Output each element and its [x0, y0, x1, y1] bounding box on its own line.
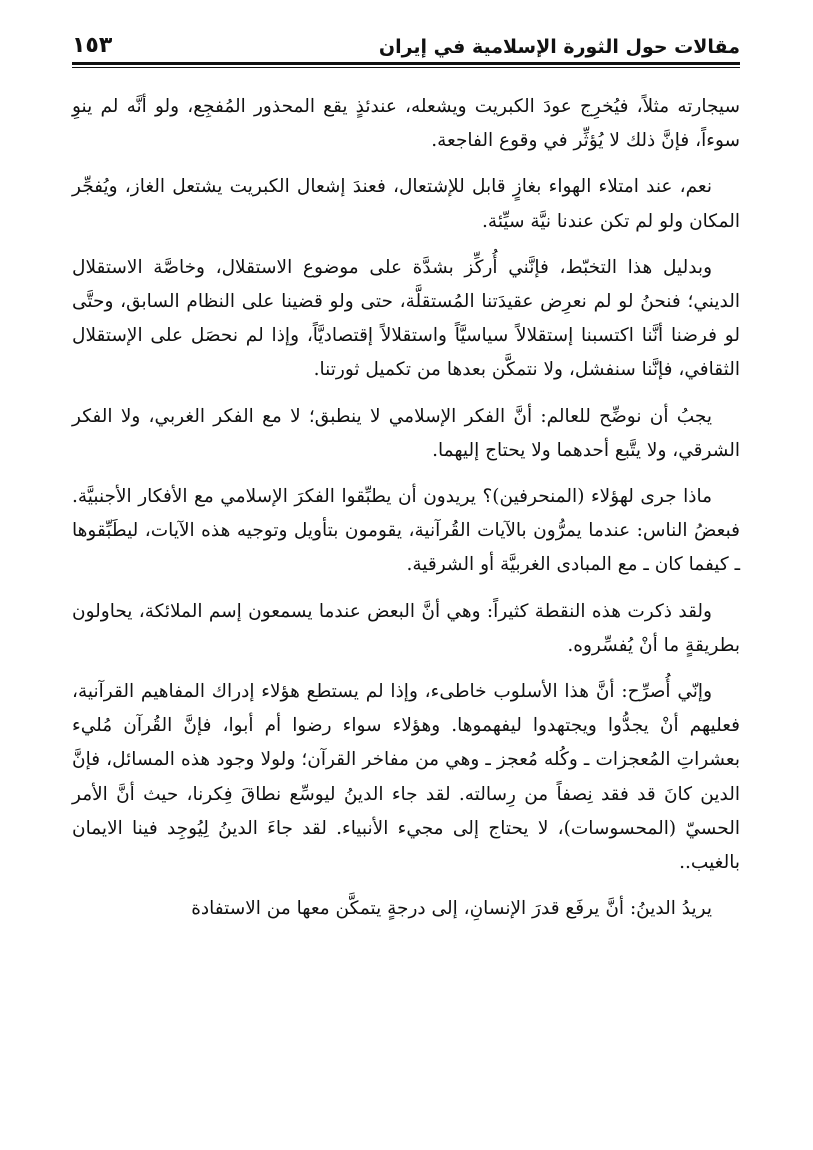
paragraph-4: يجبُ أن نوضِّح للعالم: أنَّ الفكر الإسلامي لا ينطبق؛ لا مع الفكر الغربي، ولا الفكر الشرقي، ولا يتَّبع أحدهما ولا يحتاج إليهما. — [72, 405, 740, 461]
paragraph-3: وبدليل هذا التخبّط، فإنَّني أُركِّز بشدَّة على موضوع الاستقلال، وخاصَّة الاستقلال الديني؛ فنحنُ لو لم نعرِض عقيدَتنا المُستقلَّة، حتى ولو قضينا على النظام السابق، وحتَّى لو فرضنا أنَّنا اكتسبنا إستقلالاً سياسيَّاً واستقلالاً إقتصاديَّاً، وإذا لم نحصَل على الإستقلال الثقافي، فإنَّنا سنفشل، ولا نتمكَّن بعدها من تكميل ثورتنا. — [72, 256, 740, 381]
paragraph-6: ولقد ذكرت هذه النقطة كثيراً: وهي أنَّ البعض عندما يسمعون إسم الملائكة، يحاولون بطريقةٍ ما أنْ يُفسِّروه. — [72, 600, 740, 656]
page-number: ١٥٣ — [72, 33, 113, 58]
paragraph-2: نعم، عند امتلاء الهواء بغازٍ قابل للإشتعال، فعندَ إشعال الكبريت يشتعل الغاز، ويُفجِّر المكان ولو لم تكن عندنا نيَّة سيِّئة. — [72, 176, 740, 232]
body-text — [72, 90, 740, 926]
paragraph-8: يريدُ الدينُ: أنَّ يرفَع قدرَ الإنسانِ، إلى درجةٍ يتمكَّن معها من الاستفادة — [191, 898, 712, 920]
paragraph-1: سيجارته مثلاً، فيُخرِج عودَ الكبريت ويشعله، عندئذٍ يقع المحذور المُفجِع، ولو أنَّه لم ينوِ سوءاً، فإنَّ ذلك لا يُؤثِّر في وقوع الفاجعة. — [72, 96, 740, 152]
document-page — [72, 24, 740, 1140]
paragraph-7: وإنّي أُصرِّح: أنَّ هذا الأسلوب خاطىء، وإذا لم يستطع هؤلاء إدراك المفاهيم القرآنية، فعليهم أنْ يجدُّوا ويجتهدوا ليفهموها. وهؤلاء سواء رضوا أم أبوا، فإنَّ القُرآن مُليء بعشراتِ المُعجزات ـ وكُله مُعجز ـ وهي من مفاخر القرآن؛ ولولا وجود هذه المسائل، فإنَّ الدين كانَ قد فقد نِصفاً من رِسالته. لقد جاء الدينُ ليوسِّع نطاقَ فِكرنا، حيث أنَّ الأمر الحسيّ (المحسوسات)، لا يحتاج إلى مجيء الأنبياء. لقد جاءَ الدينُ لِيُوجِد فينا الايمان بالغيب.. — [72, 681, 740, 874]
running-header — [72, 24, 740, 62]
paragraph-5: ماذا جرى لهؤلاء (المنحرفين)؟ يريدون أن يطبِّقوا الفكرَ الإسلامي مع الأفكار الأجنبيَّة. فبعضُ الناس: عندما يمرُّون بالآيات القُرآنية، يقومون بتأويل وتوجيه هذه الآيات، ليطَبِّقوها ـ كيفما كان ـ مع المبادى الغربيَّة أو الشرقية. — [72, 486, 740, 576]
header-divider — [72, 62, 740, 68]
running-title: مقالات حول الثورة الإسلامية في إيران — [378, 36, 740, 58]
